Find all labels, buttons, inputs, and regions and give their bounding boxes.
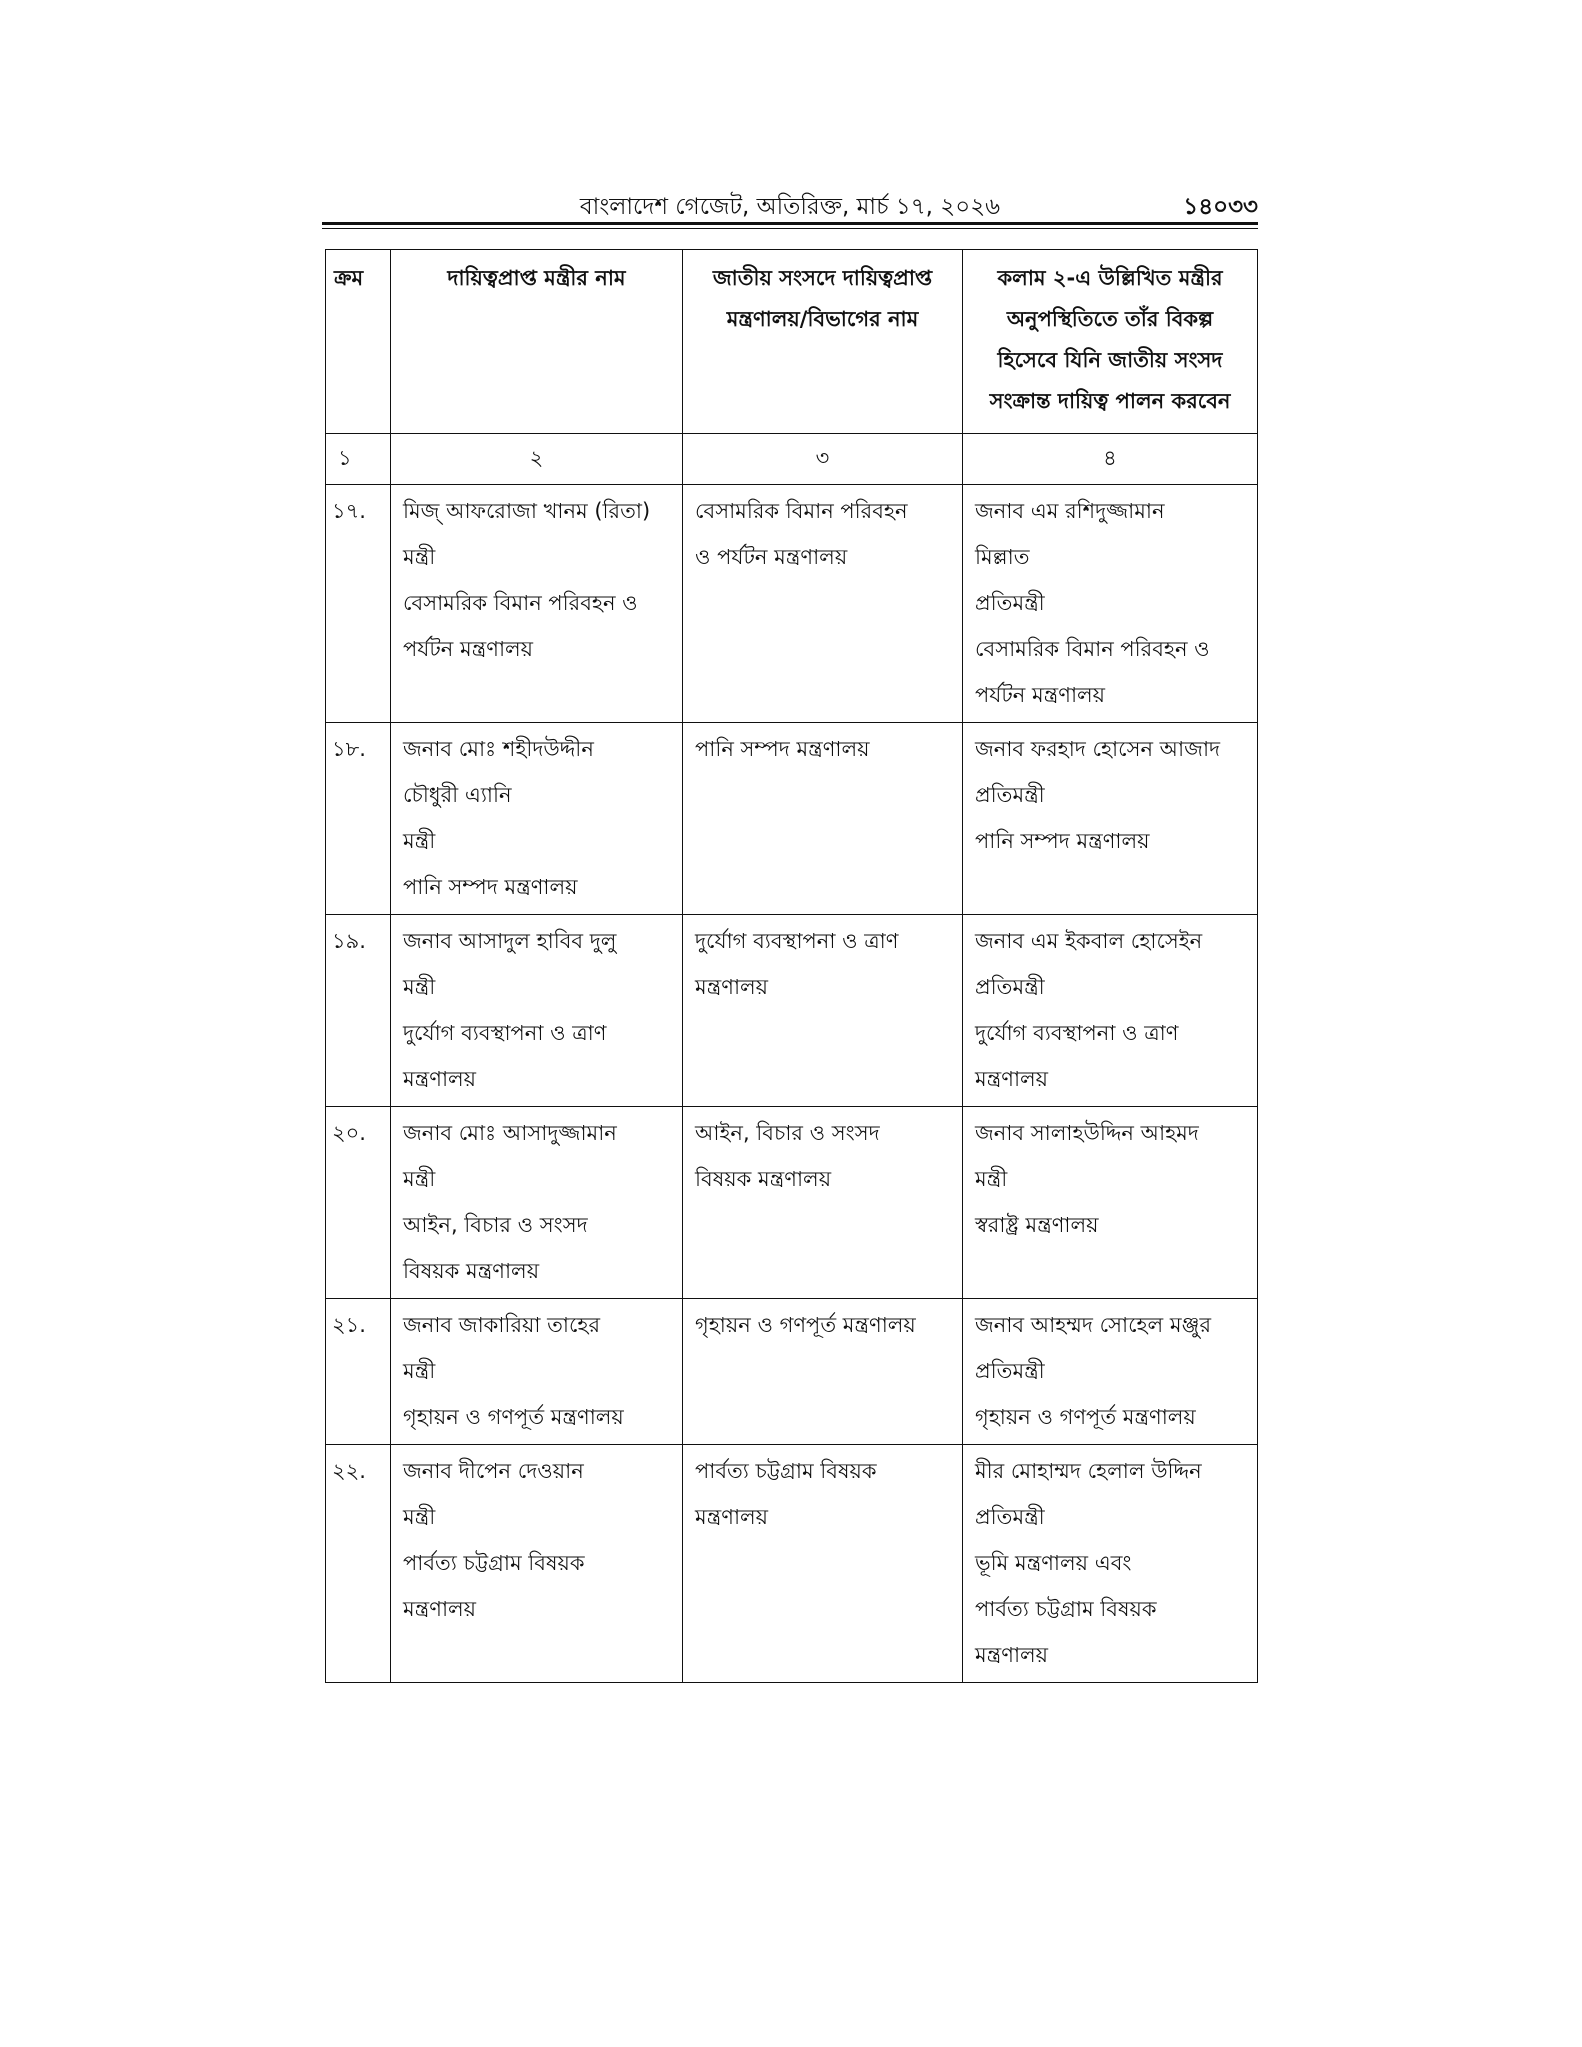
cell-line: আইন, বিচার ও সংসদ bbox=[403, 1213, 588, 1237]
serial-cell: ১৮. bbox=[326, 723, 391, 915]
header-line: ক্রম bbox=[334, 266, 364, 290]
alternate-cell bbox=[963, 485, 1258, 723]
cell-line: চৌধুরী এ্যানি bbox=[403, 783, 512, 807]
table-row bbox=[326, 1299, 1258, 1445]
cell-line: মন্ত্রণালয় bbox=[975, 1067, 1049, 1091]
minister-cell bbox=[391, 915, 683, 1107]
column-number: ৪ bbox=[963, 434, 1258, 485]
cell-line: জনাব মোঃ শহীদউদ্দীন bbox=[403, 737, 594, 761]
alternate-cell bbox=[963, 723, 1258, 915]
column-number: ২ bbox=[391, 434, 683, 485]
serial-cell: ২১. bbox=[326, 1299, 391, 1445]
header-line: কলাম ২-এ উল্লিখিত মন্ত্রীর bbox=[997, 266, 1223, 290]
cell-line: প্রতিমন্ত্রী bbox=[975, 975, 1045, 999]
column-header-ministry bbox=[683, 250, 963, 434]
cell-line: মন্ত্রী bbox=[403, 1359, 436, 1383]
cell-line: মন্ত্রণালয় bbox=[695, 1505, 769, 1529]
minister-cell bbox=[391, 485, 683, 723]
header-rule-thin bbox=[322, 228, 1258, 229]
cell-line: বেসামরিক বিমান পরিবহন ও bbox=[403, 591, 638, 615]
minister-cell bbox=[391, 723, 683, 915]
cell-line: মন্ত্রী bbox=[403, 975, 436, 999]
cell-line: প্রতিমন্ত্রী bbox=[975, 783, 1045, 807]
cell-line: পানি সম্পদ মন্ত্রণালয় bbox=[975, 829, 1150, 853]
cell-line: মন্ত্রী bbox=[403, 829, 436, 853]
cell-line: মিজ্‌ আফরোজা খানম (রিতা) bbox=[403, 499, 651, 523]
serial-cell: ১৯. bbox=[326, 915, 391, 1107]
cell-line: প্রতিমন্ত্রী bbox=[975, 1505, 1045, 1529]
cell-line: ও পর্যটন মন্ত্রণালয় bbox=[695, 545, 848, 569]
header-line: দায়িত্বপ্রাপ্ত মন্ত্রীর নাম bbox=[447, 266, 626, 290]
cell-line: আইন, বিচার ও সংসদ bbox=[695, 1121, 880, 1145]
ministry-cell bbox=[683, 915, 963, 1107]
cell-line: পর্যটন মন্ত্রণালয় bbox=[975, 683, 1106, 707]
serial-cell: ১৭. bbox=[326, 485, 391, 723]
column-number: ১ bbox=[326, 434, 391, 485]
cell-line: জনাব মোঃ আসাদুজ্জামান bbox=[403, 1121, 617, 1145]
ministry-cell bbox=[683, 1107, 963, 1299]
minister-cell bbox=[391, 1299, 683, 1445]
alternate-cell bbox=[963, 1445, 1258, 1683]
cell-line: মিল্লাত bbox=[975, 545, 1030, 569]
column-header-serial bbox=[326, 250, 391, 434]
column-number: ৩ bbox=[683, 434, 963, 485]
serial-cell: ২০. bbox=[326, 1107, 391, 1299]
cell-line: জনাব আসাদুল হাবিব দুলু bbox=[403, 929, 617, 953]
table-row bbox=[326, 1107, 1258, 1299]
ministry-cell bbox=[683, 485, 963, 723]
cell-line: বেসামরিক বিমান পরিবহন bbox=[695, 499, 908, 523]
cell-line: মন্ত্রী bbox=[975, 1167, 1008, 1191]
cell-line: জনাব এম রশিদুজ্জামান bbox=[975, 499, 1165, 523]
cell-line: গৃহায়ন ও গণপূর্ত মন্ত্রণালয় bbox=[403, 1405, 624, 1429]
serial-cell: ২২. bbox=[326, 1445, 391, 1683]
alternate-cell bbox=[963, 915, 1258, 1107]
cell-line: দুর্যোগ ব্যবস্থাপনা ও ত্রাণ bbox=[695, 929, 899, 953]
cell-line: মন্ত্রণালয় bbox=[403, 1597, 477, 1621]
cell-line: মন্ত্রণালয় bbox=[975, 1643, 1049, 1667]
gazette-title: বাংলাদেশ গেজেট, অতিরিক্ত, মার্চ ১৭, ২০২৬ bbox=[579, 194, 1001, 220]
header-line: অনুপস্থিতিতে তাঁর বিকল্প bbox=[1006, 307, 1214, 331]
ministry-cell bbox=[683, 723, 963, 915]
cell-line: প্রতিমন্ত্রী bbox=[975, 1359, 1045, 1383]
cell-line: পর্যটন মন্ত্রণালয় bbox=[403, 637, 534, 661]
cell-line: জনাব সালাহউদ্দিন আহমদ bbox=[975, 1121, 1199, 1145]
minister-cell bbox=[391, 1445, 683, 1683]
cell-line: প্রতিমন্ত্রী bbox=[975, 591, 1045, 615]
page-number: ১৪০৩৩ bbox=[1183, 194, 1258, 220]
table-row bbox=[326, 723, 1258, 915]
header-rule-thick bbox=[322, 222, 1258, 225]
cell-line: স্বরাষ্ট্র মন্ত্রণালয় bbox=[975, 1213, 1099, 1237]
cell-line: পানি সম্পদ মন্ত্রণালয় bbox=[695, 737, 870, 761]
cell-line: জনাব এম ইকবাল হোসেইন bbox=[975, 929, 1203, 953]
alternate-cell bbox=[963, 1107, 1258, 1299]
cell-line: মন্ত্রী bbox=[403, 1167, 436, 1191]
column-header-alternate bbox=[963, 250, 1258, 434]
page-header bbox=[322, 188, 1258, 222]
cell-line: গৃহায়ন ও গণপূর্ত মন্ত্রণালয় bbox=[975, 1405, 1196, 1429]
table-row bbox=[326, 915, 1258, 1107]
column-header-minister bbox=[391, 250, 683, 434]
ministry-cell bbox=[683, 1445, 963, 1683]
cell-line: পার্বত্য চট্টগ্রাম বিষয়ক bbox=[695, 1459, 877, 1483]
cell-line: ভূমি মন্ত্রণালয় এবং bbox=[975, 1551, 1132, 1575]
ministers-table bbox=[325, 249, 1258, 1683]
header-row bbox=[326, 250, 1258, 434]
cell-line: পানি সম্পদ মন্ত্রণালয় bbox=[403, 875, 578, 899]
cell-line: মন্ত্রণালয় bbox=[403, 1067, 477, 1091]
cell-line: জনাব দীপেন দেওয়ান bbox=[403, 1459, 584, 1483]
header-line: সংক্রান্ত দায়িত্ব পালন করবেন bbox=[989, 389, 1231, 413]
cell-line: বিষয়ক মন্ত্রণালয় bbox=[695, 1167, 832, 1191]
minister-cell bbox=[391, 1107, 683, 1299]
table-row bbox=[326, 1445, 1258, 1683]
cell-line: গৃহায়ন ও গণপূর্ত মন্ত্রণালয় bbox=[695, 1313, 916, 1337]
cell-line: দুর্যোগ ব্যবস্থাপনা ও ত্রাণ bbox=[975, 1021, 1179, 1045]
header-line: মন্ত্রণালয়/বিভাগের নাম bbox=[726, 307, 919, 331]
cell-line: দুর্যোগ ব্যবস্থাপনা ও ত্রাণ bbox=[403, 1021, 607, 1045]
cell-line: মন্ত্রী bbox=[403, 545, 436, 569]
ministry-cell bbox=[683, 1299, 963, 1445]
column-number-row bbox=[326, 434, 1258, 485]
cell-line: মীর মোহাম্মদ হেলাল উদ্দিন bbox=[975, 1459, 1202, 1483]
header-line: জাতীয় সংসদে দায়িত্বপ্রাপ্ত bbox=[712, 266, 933, 290]
cell-line: পার্বত্য চট্টগ্রাম বিষয়ক bbox=[403, 1551, 585, 1575]
cell-line: জনাব জাকারিয়া তাহের bbox=[403, 1313, 600, 1337]
cell-line: বিষয়ক মন্ত্রণালয় bbox=[403, 1259, 540, 1283]
alternate-cell bbox=[963, 1299, 1258, 1445]
cell-line: মন্ত্রণালয় bbox=[695, 975, 769, 999]
cell-line: মন্ত্রী bbox=[403, 1505, 436, 1529]
cell-line: জনাব আহম্মদ সোহেল মঞ্জুর bbox=[975, 1313, 1212, 1337]
table-row bbox=[326, 485, 1258, 723]
header-line: হিসেবে যিনি জাতীয় সংসদ bbox=[997, 348, 1223, 372]
cell-line: বেসামরিক বিমান পরিবহন ও bbox=[975, 637, 1210, 661]
cell-line: জনাব ফরহাদ হোসেন আজাদ bbox=[975, 737, 1221, 761]
cell-line: পার্বত্য চট্টগ্রাম বিষয়ক bbox=[975, 1597, 1157, 1621]
